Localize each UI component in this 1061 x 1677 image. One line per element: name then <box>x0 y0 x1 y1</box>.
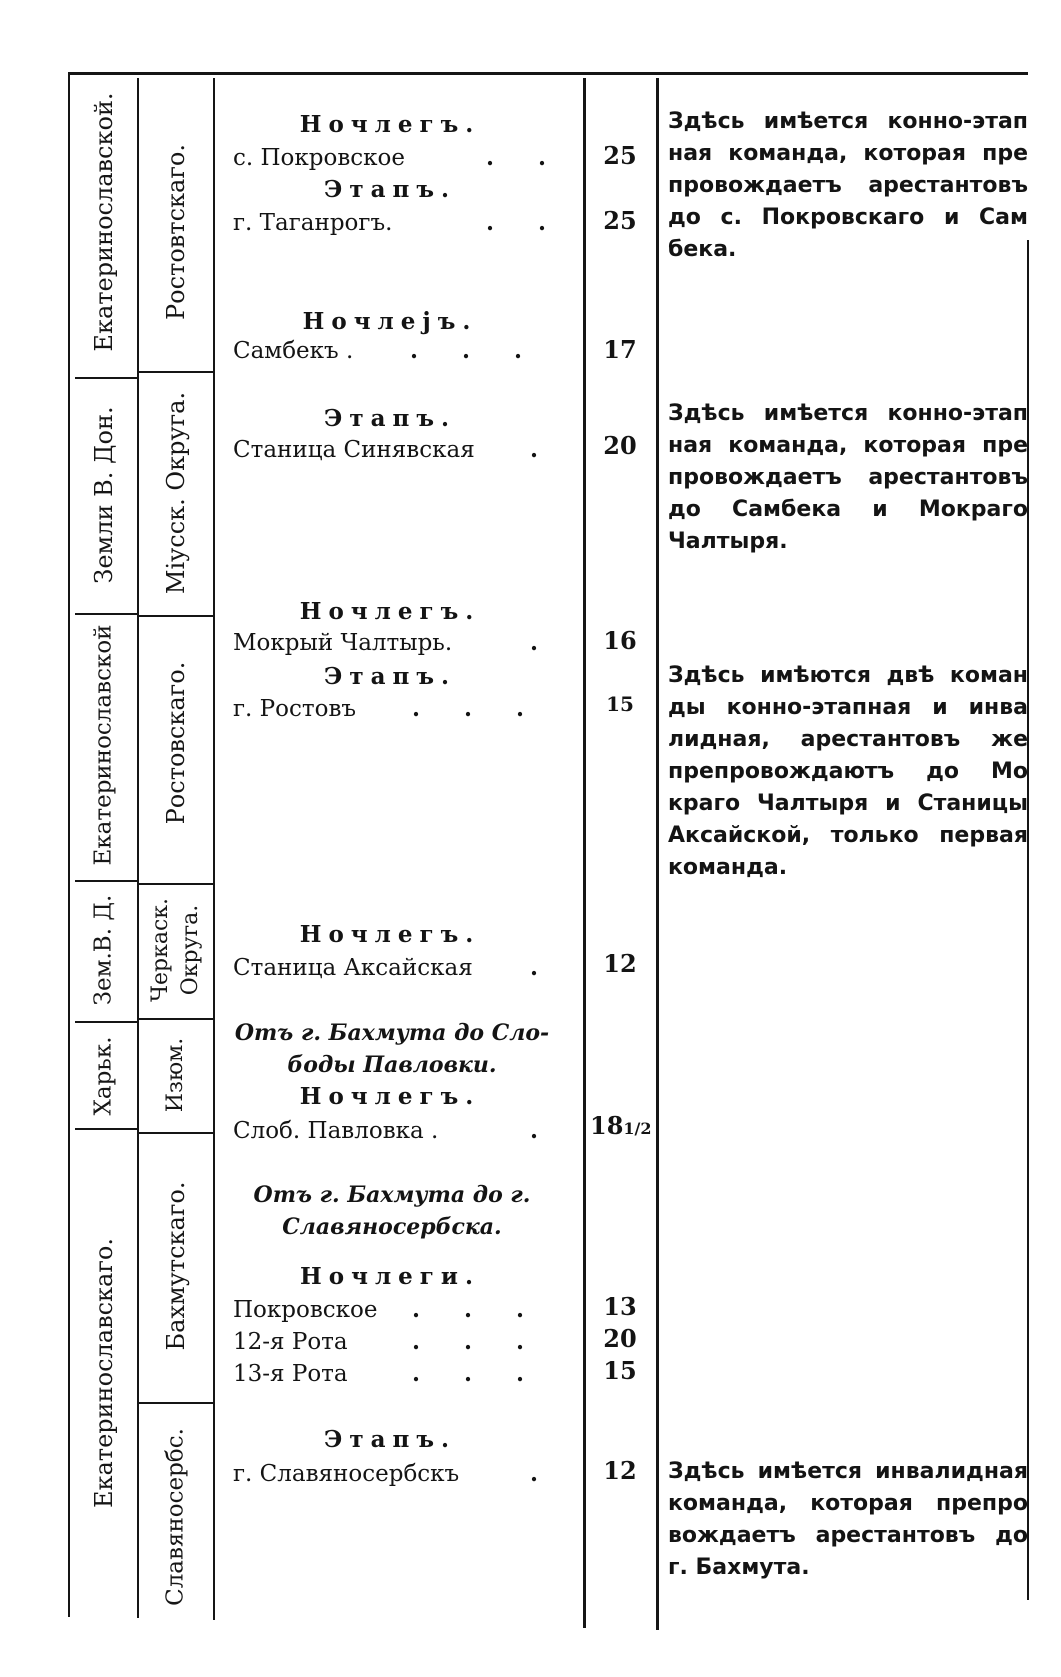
entry-distance: 12 <box>603 949 637 978</box>
route-heading-line: боды Павловки. <box>287 1052 497 1078</box>
leader-dots: . <box>530 1117 557 1144</box>
leader-dots: . . . <box>412 1360 543 1387</box>
note-line: ная команда, которая пре <box>668 141 1028 166</box>
district-separator <box>139 615 213 617</box>
district-label-two-line <box>146 898 206 1002</box>
province-label: Харьк. <box>90 1036 117 1116</box>
entry-place: с. Покровское <box>233 145 406 171</box>
entry-heading: Ночлегъ. <box>299 111 481 138</box>
note-line: бека. <box>668 237 737 262</box>
district-separator <box>139 883 213 885</box>
note-line: лидная, арестантовъ же <box>668 727 1028 752</box>
entry-heading: Ночлегъ. <box>299 1083 481 1110</box>
province-label: Екатеринославской. <box>90 92 118 352</box>
note <box>668 106 1028 266</box>
entry-distance: 20 <box>603 431 637 460</box>
entry-distance: 20 <box>603 1324 637 1353</box>
entry-heading: Ночлегъ. <box>299 921 481 948</box>
entry-distance: 25 <box>603 141 637 170</box>
route-heading <box>222 1179 562 1243</box>
entry-place: г. Ростовъ <box>233 696 357 722</box>
entry-place: Мокрый Чалтырь. <box>233 630 453 656</box>
entry-place: г. Славяносербскъ <box>233 1461 460 1487</box>
entry-heading: Этапъ. <box>324 663 456 690</box>
note-line: до с. Покровскаго и Сам <box>668 205 1028 230</box>
note-line: краго Чалтыря и Станицы <box>668 791 1028 816</box>
district-label: Изюм. <box>163 1037 188 1113</box>
entry-heading: Ночлегъ. <box>299 598 481 625</box>
district-separator <box>139 371 213 373</box>
entry-place: 13-я Рота <box>233 1361 348 1387</box>
province-separator <box>75 377 137 379</box>
province-separator <box>75 613 137 615</box>
place-distance-divider <box>583 78 586 1628</box>
entry-place: 12-я Рота <box>233 1329 348 1355</box>
note-line: команда. <box>668 855 788 880</box>
district-label-line: Округа. <box>178 904 203 996</box>
leader-dots: . . . <box>412 1296 543 1323</box>
entry-heading: Этапъ. <box>324 405 456 432</box>
leader-dots: . . . <box>412 1328 543 1355</box>
district-label: Бахмутскаго. <box>162 1181 190 1351</box>
entry-heading: Этапъ. <box>324 1426 456 1453</box>
entry-place: г. Таганрогъ. <box>233 210 393 236</box>
note-line: провождаетъ арестантовъ <box>668 173 1028 198</box>
leader-dots: . . . <box>412 695 543 722</box>
distance-notes-divider <box>656 78 659 1630</box>
province-separator <box>75 1021 137 1023</box>
leader-dots: . <box>530 629 557 656</box>
note-line: Чалтыря. <box>668 529 788 554</box>
province-label: Екатеринославской <box>90 624 117 866</box>
entry-distance: 15 <box>606 692 634 716</box>
entry-place: Станица Синявская <box>233 437 475 463</box>
distance-fraction: 1/2 <box>623 1119 652 1138</box>
note-line: препровождаютъ до Мо <box>668 759 1028 784</box>
leader-dots: . . <box>486 144 565 171</box>
entry-place: Слоб. Павловка . <box>233 1118 439 1144</box>
note-line: ная команда, которая пре <box>668 433 1028 458</box>
route-heading-line: Отъ г. Бахмута до Сло- <box>234 1020 550 1046</box>
note <box>668 398 1028 558</box>
entry-place: Покровское <box>233 1297 378 1323</box>
entry-heading: Ночлеги. <box>300 1263 480 1290</box>
note-line: провождаетъ арестантовъ <box>668 465 1028 490</box>
note-line: вождаетъ арестантовъ до <box>668 1523 1028 1548</box>
province-district-divider <box>137 78 139 1618</box>
note-line: команда, которая препро <box>668 1491 1028 1516</box>
entry-distance: 13 <box>603 1292 637 1321</box>
province-separator <box>75 1128 137 1130</box>
distance-whole: 18 <box>590 1111 624 1140</box>
top-rule <box>68 72 1028 75</box>
note-line: Здѣсь имѣется конно-этап <box>668 109 1028 134</box>
entry-distance: 16 <box>603 626 637 655</box>
district-label: Ростовскаго. <box>162 661 190 825</box>
leader-dots: . . <box>486 209 565 236</box>
district-separator <box>139 1132 213 1134</box>
district-separator <box>139 1402 213 1404</box>
entry-distance <box>590 1112 650 1143</box>
route-heading-line: Отъ г. Бахмута до г. <box>253 1182 531 1208</box>
entry-heading: Этапъ. <box>324 176 456 203</box>
leader-dots: . . . <box>410 337 541 364</box>
entry-distance: 12 <box>603 1456 637 1485</box>
note-line: г. Бахмута. <box>668 1555 810 1580</box>
leader-dots: . <box>530 1460 557 1487</box>
district-column-right-rule <box>213 78 215 1620</box>
province-label: Екатеринославскаго. <box>90 1237 118 1509</box>
entry-distance: 25 <box>603 206 637 235</box>
note-line: Аксайской, только первая <box>668 823 1028 848</box>
district-separator <box>139 1018 213 1020</box>
district-label-line: Черкаск. <box>148 897 173 1003</box>
province-separator <box>75 880 137 882</box>
note-line: до Самбека и Мокраго <box>668 497 1028 522</box>
outer-left-rule <box>68 72 70 1617</box>
entry-distance: 17 <box>603 335 637 364</box>
leader-dots: . <box>530 436 557 463</box>
leader-dots: . <box>530 954 557 981</box>
entry-place: Самбекъ . <box>233 338 354 364</box>
district-label: Міусск. Округа. <box>162 391 190 595</box>
district-label: Славяносербс. <box>162 1428 189 1606</box>
province-label: Зем.В. Д. <box>90 894 117 1006</box>
route-heading-line: Славяносербска. <box>282 1214 502 1240</box>
entry-heading: Ночлеjъ. <box>302 308 478 335</box>
note <box>668 1456 1028 1584</box>
district-label: Ростовтскаго. <box>162 144 190 320</box>
note-line: ды конно-этапная и инва <box>668 695 1028 720</box>
note-line: Здѣсь имѣется инвалидная <box>668 1459 1028 1484</box>
province-label: Земли В. Дон. <box>90 406 118 584</box>
note <box>668 660 1028 884</box>
entry-distance: 15 <box>603 1356 637 1385</box>
entry-place: Станица Аксайская <box>233 955 473 981</box>
note-line: Здѣсь имѣются двѣ коман <box>668 663 1028 688</box>
route-heading <box>222 1017 562 1081</box>
note-line: Здѣсь имѣется конно-этап <box>668 401 1028 426</box>
